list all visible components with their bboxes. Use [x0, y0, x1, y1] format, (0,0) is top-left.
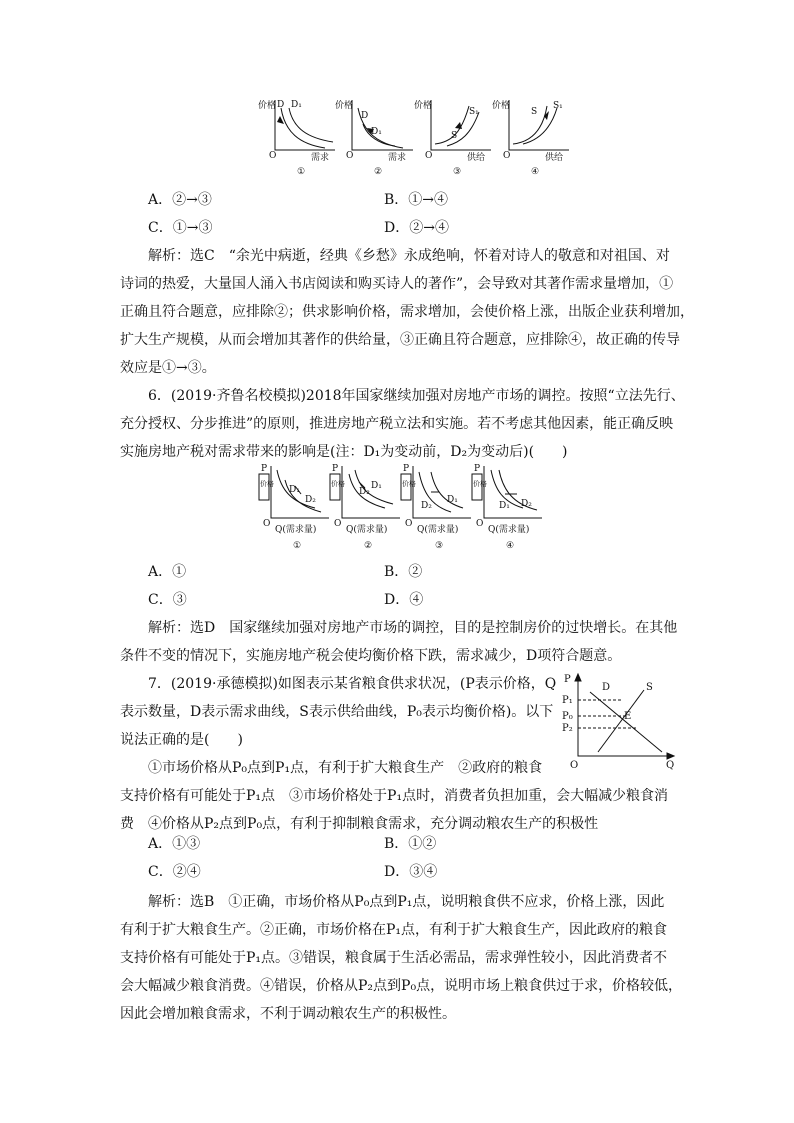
q5-panel3-ylabel: 价格	[414, 101, 433, 111]
q6-option-a[interactable]: A．①	[148, 564, 187, 580]
q6-figure	[255, 462, 545, 552]
q6-panel4-xlabel: Q(需求量)	[488, 525, 530, 535]
q6-panel3-xlabel: Q(需求量)	[417, 525, 459, 535]
q7-stem-line-4: ①市场价格从P₀点到P₁点，有利于扩大粮食生产 ②政府的粮食	[148, 760, 543, 776]
q5-option-a[interactable]: A．②→③	[148, 192, 212, 208]
q5-panel1-xlabel: 需求	[311, 153, 330, 163]
q6-panel3-curve-b: D₁	[447, 495, 458, 505]
q5-panel4-xlabel: 供给	[545, 153, 564, 163]
q6-panel1-xlabel: Q(需求量)	[275, 525, 317, 535]
q6-stem-line-2: 充分授权、分步推进”的原则，推进房地产税立法和实施。若不考虑其他因素，能正确反映	[120, 416, 674, 432]
q7-analysis-line-2: 有利于扩大粮食生产。②正确，市场价格在P₁点，有利于扩大粮食生产，因此政府的粮食	[120, 922, 668, 938]
q5-figure	[255, 94, 575, 178]
q6-panel3-num: ③	[435, 541, 444, 551]
q5-panel2-origin: O	[346, 151, 354, 161]
q7-stem-line-2: 表示数量，D表示需求曲线，S表示供给曲线，P₀表示均衡价格)。以下	[120, 704, 554, 720]
q6-panel1-origin: O	[263, 519, 271, 529]
q5-analysis-line-2: 诗词的热爱，大量国人涌入书店阅读和购买诗人的著作”，会导致对其著作需求量增加，①	[120, 276, 674, 292]
q6-panel4-curve-a: D₁	[499, 501, 510, 511]
q6-option-c[interactable]: C．③	[148, 592, 187, 608]
q5-panel1-origin: O	[269, 151, 277, 161]
q6-panel4-num: ④	[506, 541, 515, 551]
q5-panel3-origin: O	[425, 151, 433, 161]
q5-panel2-num: ②	[374, 167, 383, 177]
q7-fig-d: D	[602, 682, 611, 693]
q5-panel4-origin: O	[503, 151, 511, 161]
q5-panel4-num: ④	[531, 167, 540, 177]
q5-analysis-line-5: 效应是①→③。	[120, 360, 216, 376]
q6-analysis-line-2: 条件不变的情况下，实施房地产税会使均衡价格下跌，需求减少，D项符合题意。	[120, 648, 622, 664]
q7-fig-p: P	[564, 674, 571, 685]
q5-panel2-xlabel: 需求	[388, 153, 407, 163]
q6-panel2-num: ②	[364, 541, 373, 551]
q5-panel4-curve-a: S	[531, 107, 538, 117]
q6-option-b[interactable]: B．②	[384, 564, 423, 580]
q7-fig-s: S	[646, 682, 653, 693]
q6-panel3-ylabel: 价格	[402, 480, 416, 488]
q6-stem-line-1: 6．(2019·齐鲁名校模拟)2018年国家继续加强对房地产市场的调控。按照“立法先行、	[148, 388, 685, 404]
q5-panel2-curve-a: D	[361, 111, 369, 121]
q6-panel3-origin: O	[405, 519, 413, 529]
q6-panel2-ylabel: 价格	[331, 480, 345, 488]
q6-panel4-ylabel: 价格	[473, 480, 487, 488]
q6-panel1-curve-b: D₂	[305, 495, 316, 505]
q7-stem-line-5: 支持价格有可能处于P₁点 ③市场价格处于P₁点时，消费者负担加重，会大幅减少粮食消	[120, 788, 669, 804]
q7-fig-e: E	[624, 711, 632, 722]
q6-panel2-p: P	[332, 464, 339, 474]
q5-panel1-curve-a: D	[277, 100, 285, 110]
q7-analysis-line-4: 会大幅减少粮食消费。④错误，价格从P₂点到P₀点，说明市场上粮食供过于求，价格较低，	[120, 978, 683, 994]
q6-panel2-origin: O	[334, 519, 342, 529]
q5-panel1-num: ①	[297, 167, 306, 177]
q7-fig-p1: P₁	[562, 695, 573, 706]
q7-fig-origin: O	[570, 760, 579, 771]
q5-panel2-ylabel: 价格	[335, 101, 354, 111]
q6-panel3-curve-a: D₂	[421, 501, 432, 511]
q5-option-d[interactable]: D．②→④	[384, 220, 449, 236]
q7-option-a[interactable]: A．①③	[148, 836, 201, 852]
q5-panel3-num: ③	[453, 167, 462, 177]
q5-panel2-curve-b: D₁	[371, 127, 382, 137]
q5-analysis-line-1: 解析：选C “余光中病逝，经典《乡愁》永成绝响，怀着对诗人的敬意和对祖国、对	[148, 248, 670, 264]
q6-stem-line-3: 实施房地产税对需求带来的影响是(注：D₁为变动前，D₂为变动后)( )	[120, 444, 568, 460]
q5-panel1-curve-b: D₁	[291, 100, 302, 110]
q6-option-d[interactable]: D．④	[384, 592, 424, 608]
q6-panel2-curve-b: D₁	[371, 481, 382, 491]
q7-fig-p0: P₀	[562, 711, 573, 722]
q5-panel3-xlabel: 供给	[467, 153, 486, 163]
q5-analysis-line-4: 扩大生产规模，从而会增加其著作的供给量，③正确且符合题意，应排除④，故正确的传导	[120, 332, 680, 348]
q6-panel4-curve-b: D₂	[521, 499, 532, 509]
q7-option-b[interactable]: B．①②	[384, 836, 437, 852]
q6-panel3-p: P	[403, 464, 410, 474]
q7-analysis-line-5: 因此会增加粮食需求，不利于调动粮农生产的积极性。	[120, 1006, 456, 1022]
q7-figure	[560, 672, 680, 780]
q5-panel1-ylabel-a: 价格	[258, 101, 277, 111]
q5-panel3-curve-a: S	[451, 131, 458, 141]
q5-panel3-curve-b: S₁	[469, 107, 479, 117]
q7-analysis-line-3: 支持价格有可能处于P₁点。③错误，粮食属于生活必需品，需求弹性较小，因此消费者不	[120, 950, 668, 966]
q7-option-c[interactable]: C．②④	[148, 864, 201, 880]
q7-stem-line-3: 说法正确的是( )	[120, 732, 243, 748]
q6-panel1-num: ①	[293, 541, 302, 551]
q6-panel1-ylabel: 价格	[260, 480, 274, 488]
q7-option-d[interactable]: D．③④	[384, 864, 438, 880]
q5-option-c[interactable]: C．①→③	[148, 220, 213, 236]
q5-panel4-ylabel: 价格	[492, 101, 511, 111]
q6-panel1-curve-a: D₁	[289, 485, 300, 495]
q6-panel1-p: P	[261, 464, 268, 474]
q6-analysis-line-1: 解析：选D 国家继续加强对房地产市场的调控，目的是控制房价的过快增长。在其他	[148, 620, 678, 636]
q6-panel2-curve-a: D₂	[359, 487, 370, 497]
q6-panel4-origin: O	[476, 519, 484, 529]
q7-stem-line-1: 7．(2019·承德模拟)如图表示某省粮食供求状况，(P表示价格，Q	[148, 676, 557, 692]
q6-panel4-p: P	[474, 464, 481, 474]
q7-analysis-line-1: 解析：选B ①正确，市场价格从P₀点到P₁点，说明粮食供不应求，价格上涨，因此	[148, 894, 665, 910]
q7-fig-q: Q	[666, 760, 675, 771]
q5-analysis-line-3: 正确且符合题意，应排除②；供求影响价格，需求增加，会使价格上涨，出版企业获利增加，	[120, 304, 694, 320]
q6-panel2-xlabel: Q(需求量)	[346, 525, 388, 535]
q5-option-b[interactable]: B．①→④	[384, 192, 449, 208]
q5-panel4-curve-b: S₁	[553, 101, 563, 111]
q7-stem-line-6: 费 ④价格从P₂点到P₀点，有利于抑制粮食需求，充分调动粮农生产的积极性	[120, 816, 599, 832]
q7-fig-p2: P₂	[562, 723, 573, 734]
